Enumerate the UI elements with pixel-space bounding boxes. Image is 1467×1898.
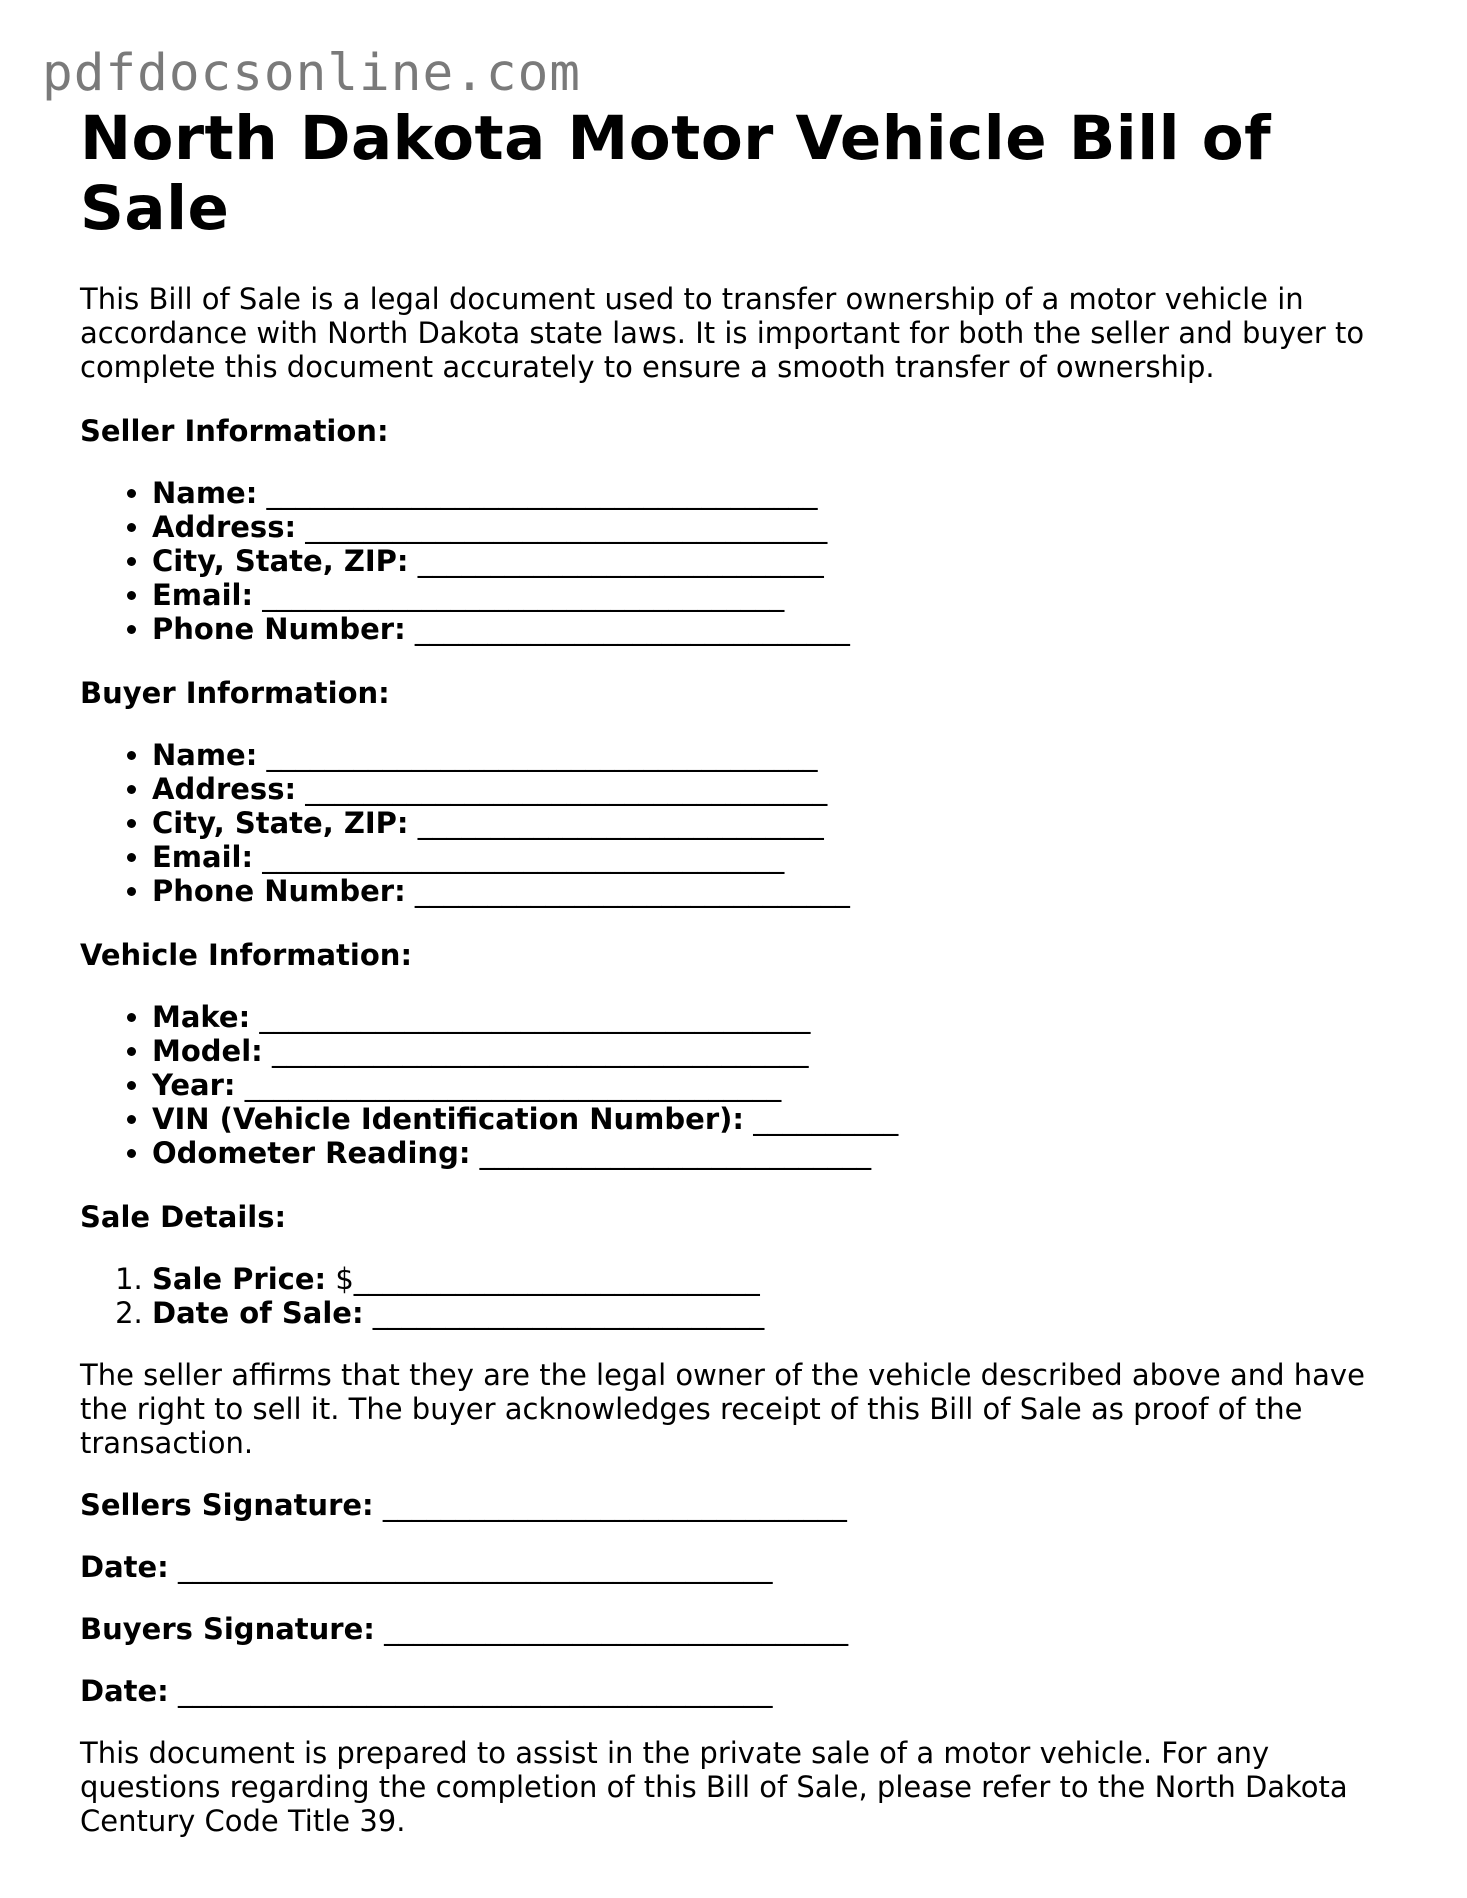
sale-section-heading: Sale Details: (80, 1200, 287, 1234)
seller-phone-field (152, 612, 1380, 646)
vehicle-odometer-field (152, 1136, 1380, 1170)
seller-date-line (80, 1550, 1380, 1584)
blank-line[interactable]: ___________________________ (372, 1296, 765, 1330)
date-label: Date: (80, 1550, 169, 1584)
buyer-name-field (152, 738, 1380, 772)
blank-line[interactable]: ____________________________ (417, 806, 824, 840)
blank-line[interactable]: _________________________________________ (178, 1550, 773, 1584)
buyer-date-line (80, 1674, 1380, 1708)
affirmation-paragraph: The seller affirms that they are the legal owner of the vehicle described above and have the right to sell it. The buyer acknowledges receipt of this Bill of Sale as proof of the transaction. (80, 1358, 1365, 1460)
blank-line[interactable]: _____________________________________ (271, 1034, 809, 1068)
vehicle-section-heading: Vehicle Information: (80, 938, 413, 972)
seller-field-list (80, 476, 1380, 646)
vehicle-make-field (152, 1000, 1380, 1034)
field-label: Phone Number: (152, 874, 406, 908)
blank-line[interactable]: ______________________________________ (259, 1000, 811, 1034)
field-label: City, State, ZIP: (152, 544, 409, 578)
buyer-city-state-zip-field (152, 806, 1380, 840)
buyer-signature-line (80, 1612, 1380, 1646)
blank-line[interactable]: ____________________________ (417, 544, 824, 578)
seller-city-state-zip-field (152, 544, 1380, 578)
field-label: Email: (152, 578, 254, 612)
signature-label: Sellers Signature: (80, 1488, 374, 1522)
blank-line[interactable]: _________________________________________ (178, 1674, 773, 1708)
field-label: City, State, ZIP: (152, 806, 409, 840)
field-label: Year: (152, 1068, 236, 1102)
field-label: Sale Price: (152, 1262, 327, 1296)
blank-line[interactable]: ____________________________________ (262, 578, 785, 612)
signature-label: Buyers Signature: (80, 1612, 375, 1646)
blank-line[interactable]: $____________________________ (335, 1262, 760, 1296)
blank-line[interactable]: ____________________________________ (305, 510, 828, 544)
blank-line[interactable]: ______________________________ (414, 612, 850, 646)
seller-address-field (152, 510, 1380, 544)
field-label: Make: (152, 1000, 251, 1034)
field-label: Name: (152, 476, 258, 510)
field-label: VIN (Vehicle Identification Number): (152, 1102, 744, 1136)
intro-paragraph: This Bill of Sale is a legal document used to transfer ownership of a motor vehicle in accordance with North Dakota state laws. It is important for both the seller and buyer to complete this document accurately to ensure a smooth transfer of ownership. (80, 282, 1365, 384)
blank-line[interactable]: __________ (753, 1102, 899, 1136)
sale-date-field (152, 1296, 1380, 1330)
page-title: North Dakota Motor Vehicle Bill of Sale (80, 103, 1272, 244)
buyer-email-field (152, 840, 1380, 874)
field-label: Address: (152, 772, 297, 806)
field-label: Phone Number: (152, 612, 406, 646)
sale-field-list (80, 1262, 1380, 1330)
field-label: Date of Sale: (152, 1296, 364, 1330)
buyer-field-list (80, 738, 1380, 908)
blank-line[interactable]: ______________________________________ (266, 476, 818, 510)
field-label: Email: (152, 840, 254, 874)
closing-paragraph: This document is prepared to assist in the private sale of a motor vehicle. For any questions regarding the completion of this Bill of Sale, please refer to the North Dakota Century Code Title 39. (80, 1736, 1348, 1838)
vehicle-model-field (152, 1034, 1380, 1068)
buyer-address-field (152, 772, 1380, 806)
field-label: Name: (152, 738, 258, 772)
vehicle-year-field (152, 1068, 1380, 1102)
field-label: Model: (152, 1034, 263, 1068)
blank-line[interactable]: ________________________________ (384, 1612, 849, 1646)
buyer-phone-field (152, 874, 1380, 908)
buyer-section-heading: Buyer Information: (80, 676, 390, 710)
seller-section-heading: Seller Information: (80, 414, 389, 448)
blank-line[interactable]: ______________________________ (414, 874, 850, 908)
seller-signature-line (80, 1488, 1380, 1522)
vehicle-field-list (80, 1000, 1380, 1170)
date-label: Date: (80, 1674, 169, 1708)
vehicle-vin-field (152, 1102, 1380, 1136)
seller-name-field (152, 476, 1380, 510)
watermark: pdfdocsonline.com (42, 44, 581, 103)
sale-price-field (152, 1262, 1380, 1296)
blank-line[interactable]: ________________________________ (382, 1488, 847, 1522)
document-page (80, 104, 1380, 1838)
blank-line[interactable]: _____________________________________ (244, 1068, 782, 1102)
field-label: Address: (152, 510, 297, 544)
blank-line[interactable]: ______________________________________ (266, 738, 818, 772)
blank-line[interactable]: ____________________________________ (305, 772, 828, 806)
field-label: Odometer Reading: (152, 1136, 471, 1170)
seller-email-field (152, 578, 1380, 612)
blank-line[interactable]: ___________________________ (479, 1136, 872, 1170)
blank-line[interactable]: ____________________________________ (262, 840, 785, 874)
